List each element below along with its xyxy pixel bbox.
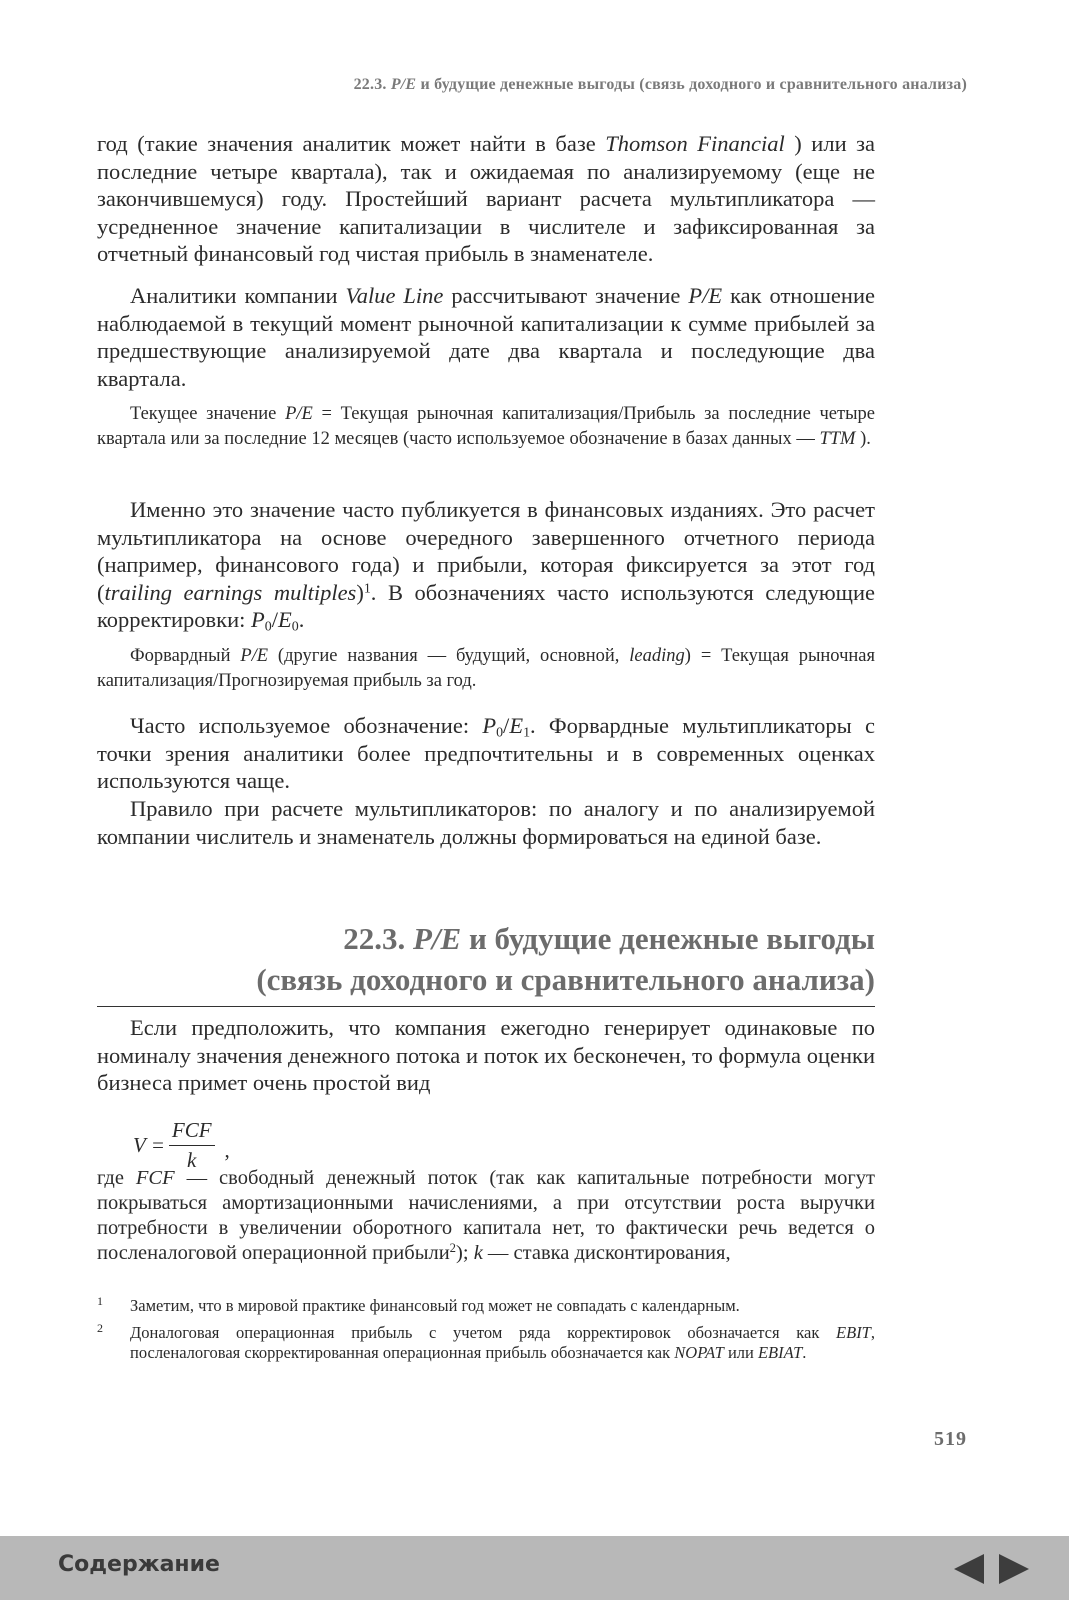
paragraph-2 bbox=[97, 282, 875, 392]
p4-e-sub: 1 bbox=[523, 725, 531, 741]
section-heading-line-2: (связь доходного и сравнительного анализа) bbox=[256, 962, 875, 997]
fn2-text-e: или bbox=[723, 1343, 758, 1362]
definition-forward-pe bbox=[97, 644, 875, 693]
def2-text-c: (другие названия — будущий, основной, bbox=[268, 646, 630, 666]
fn2-ebit: EBIT bbox=[836, 1323, 871, 1342]
p2-text-c: рассчитывают значение bbox=[443, 283, 689, 308]
p1-text-c: ) или за последние четыре квартала), так и ожидаемая по анализируемому (еще не закончившемуся) году. Простейший вариант расчета мультипликатора — усредненное значение капитализации в числителе и зафиксированная за отчетный финансовый год чистая прибыль в знаменателе. bbox=[97, 131, 875, 266]
def2-leading: leading bbox=[629, 646, 685, 666]
p2-pe: P/E bbox=[688, 283, 723, 308]
page-number: 519 bbox=[934, 1428, 967, 1450]
paragraph-5: Правило при расчете мультипликаторов: по аналогу и по анализируемой компании числитель и знаменатель должны формироваться на единой базе. bbox=[97, 796, 875, 849]
p2-text-e: как отношение наблюдаемой в текущий момент рыночной капитализации к сумме прибылей за предшествующие анализируемой дате два квартала и последующие два квартала. bbox=[97, 283, 875, 391]
p3-e-sub: 0 bbox=[291, 619, 299, 635]
p2-value-line: Value Line bbox=[345, 283, 444, 308]
fn2-text-a: Доналоговая операционная прибыль с учетом ряда корректировок обозначается как bbox=[130, 1323, 837, 1342]
def2-pe: P/E bbox=[240, 646, 269, 666]
navigation-bar bbox=[0, 1536, 1069, 1600]
def1-text-a: Текущее значение bbox=[130, 404, 286, 424]
p7-text-a: где bbox=[97, 1167, 136, 1189]
paragraph-7 bbox=[97, 1166, 875, 1266]
running-head-title: и будущие денежные выгоды (связь доходного и сравнительного анализа) bbox=[416, 76, 967, 93]
next-page-arrow-icon[interactable] bbox=[999, 1554, 1029, 1584]
p7-text-e: — ставка дисконтирования, bbox=[482, 1242, 731, 1264]
definition-current-pe bbox=[97, 402, 875, 451]
running-head-pe: P/E bbox=[390, 76, 417, 93]
footnote-2 bbox=[97, 1323, 875, 1363]
section-pe: P/E bbox=[412, 921, 462, 956]
section-divider bbox=[97, 1006, 875, 1007]
footnote-2-mark: 2 bbox=[97, 1321, 103, 1335]
p2-text-a: Аналитики компании bbox=[130, 283, 346, 308]
formula-numerator: FCF bbox=[169, 1118, 215, 1146]
p4-text-a: Часто используемое обозначение: bbox=[130, 713, 483, 738]
def1-ttm: TTM bbox=[819, 428, 856, 449]
p3-slash: / bbox=[271, 607, 278, 632]
formula-denominator: k bbox=[187, 1148, 197, 1172]
paragraph-6: Если предположить, что компания ежегодно генерирует одинаковые по номиналу значения денежного потока и поток их бесконечен, то формула оценки бизнеса примет очень простой вид bbox=[97, 1015, 875, 1095]
p7-k: k bbox=[473, 1242, 483, 1264]
footnote-1-mark: 1 bbox=[97, 1294, 103, 1308]
section-title-rest: и будущие денежные выгоды bbox=[461, 921, 875, 956]
footnote-2-text bbox=[130, 1323, 875, 1363]
valuation-formula bbox=[133, 1118, 230, 1173]
p3-text-c: ) bbox=[356, 579, 364, 605]
fn2-nopat: NOPAT bbox=[674, 1343, 724, 1362]
fn2-text-g: . bbox=[802, 1343, 807, 1362]
running-head-number: 22.3. bbox=[353, 76, 391, 93]
def1-pe: P/E bbox=[285, 404, 313, 424]
p3-trailing-earnings: trailing earnings multiples bbox=[104, 579, 357, 605]
p3-text-a: Именно это значение часто публикуется в финансовых изданиях. Это расчет мультипликатора на основе очередного завершенного отчетного периода (например, финансового года) и прибыли, которая фиксируется за этот год ( bbox=[97, 497, 875, 605]
def2-text-e: ) = Текущая рыночная капитализация/Прогнозируемая прибыль за год. bbox=[97, 646, 875, 691]
section-number: 22.3. bbox=[343, 921, 413, 956]
formula-lhs: V = bbox=[133, 1133, 165, 1157]
paragraph-4 bbox=[97, 712, 875, 795]
p1-thomson-financial: Thomson Financial bbox=[605, 131, 785, 156]
footnote-ref-2[interactable]: 2 bbox=[449, 1241, 457, 1256]
p3-text-d: . В обозначениях часто используются следующие корректировки: bbox=[97, 579, 875, 632]
p1-text-a: год (такие значения аналитик может найти в базе bbox=[97, 131, 606, 156]
p7-fcf: FCF bbox=[135, 1167, 175, 1189]
footnote-1-text: Заметим, что в мировой практике финансовый год может не совпадать с календарным. bbox=[130, 1296, 740, 1315]
p3-end: . bbox=[298, 607, 305, 632]
def1-text-e: ). bbox=[855, 428, 871, 449]
fn2-text-c: , посленалоговая скорректированная операционная прибыль обозначается как bbox=[130, 1323, 875, 1362]
section-heading-line-1 bbox=[115, 918, 875, 959]
p3-e: E bbox=[278, 607, 292, 632]
p4-p-sub: 0 bbox=[496, 725, 504, 741]
def2-text-a: Форвардный bbox=[130, 646, 241, 666]
fn2-ebiat: EBIAT bbox=[757, 1343, 803, 1362]
p3-p-sub: 0 bbox=[264, 619, 272, 635]
formula-fraction bbox=[169, 1118, 215, 1173]
p7-text-c: — свободный денежный поток (так как капитальные потребности могут покрываться амортизационными начислениями, а при отсутствии роста выручки потребности в увеличении оборотного капитала нет, то фактически речь ведется о посленалоговой операционной прибыли bbox=[97, 1167, 875, 1264]
paragraph-3 bbox=[97, 496, 875, 634]
contents-link[interactable]: Содержание bbox=[58, 1552, 220, 1577]
section-heading bbox=[115, 918, 875, 1000]
p4-p: P bbox=[482, 713, 497, 738]
p4-e: E bbox=[509, 713, 524, 738]
p4-slash: / bbox=[503, 713, 510, 738]
footnote-1 bbox=[97, 1296, 875, 1316]
previous-page-arrow-icon[interactable] bbox=[954, 1554, 984, 1584]
def1-text-c: = Текущая рыночная капитализация/Прибыль за последние четыре квартала или за последние 12 месяцев (часто используемое обозначение в базах данных — bbox=[97, 404, 875, 449]
running-head bbox=[354, 76, 967, 94]
formula-comma: , bbox=[224, 1138, 230, 1162]
p7-text-d: ); bbox=[456, 1242, 474, 1264]
p3-p: P bbox=[251, 607, 265, 632]
footnote-ref-1[interactable]: 1 bbox=[363, 580, 371, 596]
paragraph-1 bbox=[97, 130, 875, 268]
p4-text-b: . Форвардные мультипликаторы с точки зрения аналитики более предпочтительны и в современных оценках используются чаще. bbox=[97, 713, 875, 793]
